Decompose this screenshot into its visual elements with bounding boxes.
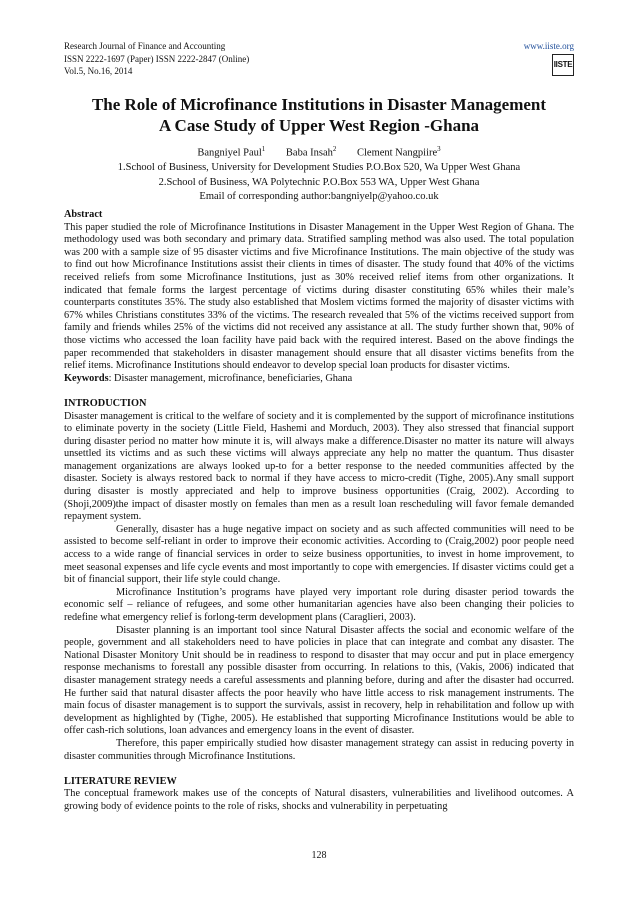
intro-paragraph-5: Therefore, this paper empirically studied how disaster management strategy can assist in reducing poverty in disaster communities through Microfinance Institutions. xyxy=(64,737,574,762)
paper-body xyxy=(64,209,574,814)
author-names xyxy=(64,142,574,161)
literature-paragraph-1: The conceptual framework makes use of the concepts of Natural disasters, vulnerabilities and livelihood outcomes. A growing body of evidence points to the role of risks, shocks and vulnerability in perpetuating xyxy=(64,788,574,812)
intro-paragraph-4: Disaster planning is an important tool since Natural Disaster affects the social and economic welfare of the people, government and all stakeholders need to have policies in place that can integrate and combat any disaster. The National Disaster Monitory Unit should be in readiness to respond to disaster that may occur and put in place emergency response mechanisms to forestall any possible disaster from occurring. In relations to this, (Vakis, 2006) indicated that disaster management strategy needs a careful assessments and planning before, during and after the disaster had occurred. He further said that natural disaster affects the poor heavily who have little access to risk management instruments. The main focus of disaster management is to support the survivals, assist in recovery, help in rehabilitation and follow up with development as highlighted by (Tighe, 2005). He established that supporting Microfinance Institutions would be able to offer cash-rich solutions, loan advances and emergency loans in the event of disaster. xyxy=(64,624,574,737)
introduction-heading: INTRODUCTION xyxy=(64,397,147,409)
journal-url-link[interactable]: www.iiste.org xyxy=(523,41,574,51)
journal-volume: Vol.5, No.16, 2014 xyxy=(64,66,133,76)
author-3: Clement Nangpiire xyxy=(356,147,438,159)
affiliation-2: 2.School of Business, WA Polytechnic P.O.Box 553 WA, Upper West Ghana xyxy=(158,176,480,188)
page-number: 128 xyxy=(311,850,327,861)
title-line-2: A Case Study of Upper West Region -Ghana xyxy=(158,116,480,135)
journal-name: Research Journal of Finance and Accounting xyxy=(64,41,226,51)
intro-paragraph-3: Microfinance Institution’s programs have played very important role during disaster period towards the economic self – reliance of refugees, and some other humanitarian agencies have also been changing their policies to redefine what emergency relief is forlong-term development plans (Caraglieri, 2003). xyxy=(64,586,574,623)
journal-header xyxy=(64,40,574,78)
title-line-1: The Role of Microfinance Institutions in Disaster Management xyxy=(91,95,547,114)
literature-heading: LITERATURE REVIEW xyxy=(64,775,177,787)
intro-paragraph-2: Generally, disaster has a huge negative impact on society and as such affected communities will need to be assisted to become self-reliant in order to improve their economic activities. According to (Craig,2002) poor people need access to a wide range of financial services in order to seize business opportunities, to invest in home improvement, to meet seasonal expenses and life cycle events and most importantly to cope with emergencies. If disaster victims could get a bit of financial support, their life style could change. xyxy=(64,523,574,586)
author-2: Baba Insah xyxy=(285,147,333,159)
author-1: Bangniyel Paul xyxy=(197,147,262,159)
author-3-sup: 3 xyxy=(437,145,441,153)
abstract-text: This paper studied the role of Microfinance Institutions in Disaster Management in the Upper West Region of Ghana. The methodology used was both secondary and primary data. Stratified sampling method was also used. The total population was 200 with a sample size of 95 disaster victims and five Microfinance Institutions. The main objective of the study was to find out how Microfinance Institutions assist their clients in times of disaster. The study found that 40% of the victims received reliefs from some Microfinance Institutions, just as 30% received relief items from other organizations. It indicated that female forms the largest percentage of victims during disaster constituting 65% whiles their male’s counterparts constitutes 35%. The study also established that Moslem victims formed the majority of disaster victims with 67% whiles Christians constitutes 33% of the victims. The research revealed that 5% of the victims received support from family and friends whiles 25% of the victims did not received any assistance at all. The study further shown that, 90% of those victims who accessed the loan facility have paid back with the required interest. Based on the above findings the paper recommended that stakeholders in disaster management should ensure that all disaster victims benefits from the relief items. Microfinance Institutions should endeavor to develop special loan products for disaster victims. xyxy=(64,221,574,372)
iiste-logo: IISTE xyxy=(552,54,574,76)
abstract-heading: Abstract xyxy=(64,209,103,220)
intro-paragraph-1: Disaster management is critical to the welfare of society and it is complemented by the support of microfinance institutions to eliminate poverty in the society (Little Field, Hashemi and Morduch, 2003). They also stressed that financial support during disaster period no matter how minute it is, will always make a difference.Disaster no matter its nature will always unsettled its victims and as such these victims will always appreciate any help no matter the quantum. Thus disaster management organizations are always looked up-to for a better response to the needed communities affected by the disaster. Society is always restored back to normal if they have access to micro-credit (Tighe, 2005).Any small support during disaster is mostly appreciated and help to improve business opportunities (Craig, 2002). According to (Shoji,2009)the impact of disaster mostly on females than men as a result loan rescheduling will favor female demanded repayment system. xyxy=(64,410,574,523)
keywords-text: : Disaster management, microfinance, beneficiaries, Ghana xyxy=(108,372,353,384)
keywords-label: Keywords xyxy=(64,372,109,384)
author-2-sup: 2 xyxy=(332,145,337,153)
journal-issn: ISSN 2222-1697 (Paper) ISSN 2222-2847 (Online) xyxy=(64,53,250,64)
paper-title xyxy=(64,94,574,136)
affiliation-1: 1.School of Business, University for Development Studies P.O.Box 520, Wa Upper West Ghana xyxy=(117,162,521,173)
corresponding-email: Email of corresponding author:bangniyelp@yahoo.co.uk xyxy=(199,191,439,202)
keywords-line xyxy=(64,373,574,386)
author-block xyxy=(64,142,574,205)
author-1-sup: 1 xyxy=(261,145,266,153)
